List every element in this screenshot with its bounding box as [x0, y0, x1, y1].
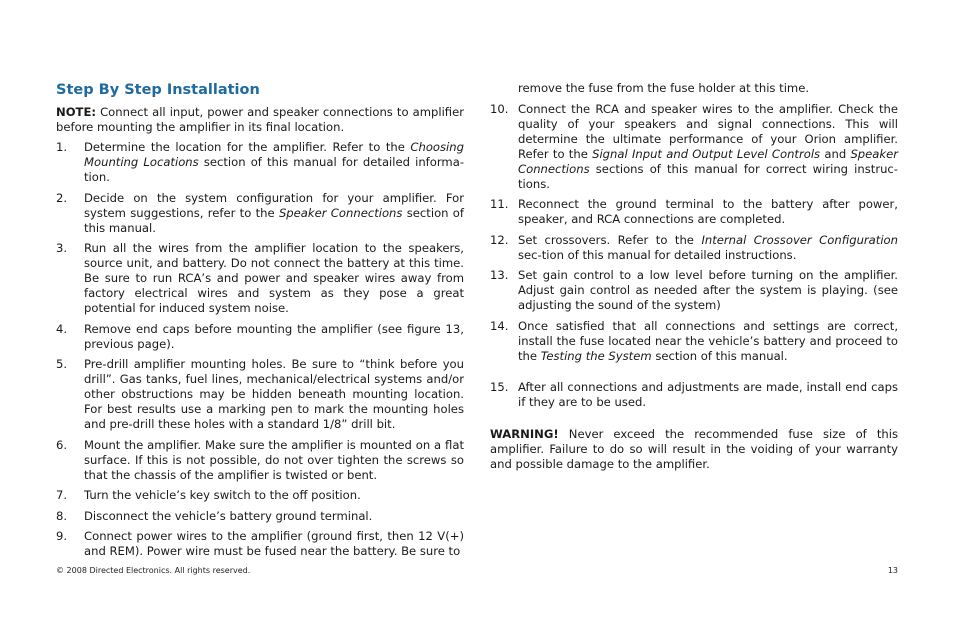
step-item: [56, 241, 464, 316]
step-text-run: Turn the vehicle’s key switch to the off position.: [84, 488, 361, 502]
step-text: [84, 191, 464, 236]
step-text-run: Connect power wires to the amplifier (ground first, then 12 V(+) and REM). Power wire must be fused near the battery. Be sure to: [84, 529, 464, 558]
step-text-run: Mount the amplifier. Make sure the amplifier is mounted on a flat surface. If this is not possible, do not over tighten the screws so that the chassis of the amplifier is twisted or bent.: [84, 438, 464, 482]
step-text: [84, 488, 464, 503]
step-text-run: Set gain control to a low level before turning on the amplifier. Adjust gain control as needed after the system is playing. (see adjusting the sound of the system): [518, 268, 898, 312]
footer-copyright: © 2008 Directed Electronics. All rights reserved.: [56, 566, 251, 575]
step-item: [56, 438, 464, 483]
step-text-run: Once satisfied that all connections and settings are correct, install the fuse located near the vehicle’s battery and proceed to the: [518, 319, 898, 363]
step-number: 9.: [56, 529, 68, 543]
step-number: 15.: [490, 380, 509, 394]
step-item: [56, 488, 464, 503]
step-item: [490, 319, 898, 364]
step-item: [56, 191, 464, 236]
step-item: [56, 322, 464, 352]
step-text: [518, 233, 898, 263]
section-heading: Step By Step Installation: [56, 82, 260, 98]
step-text: [84, 509, 464, 524]
step-number: 1.: [56, 140, 68, 154]
step-text: [84, 357, 464, 432]
step-number: 7.: [56, 488, 68, 502]
step-item: [56, 529, 464, 559]
step-number: 10.: [490, 102, 509, 116]
step-item-continued: [490, 81, 898, 96]
step-text-italic: Signal Input and Output Level Controls: [592, 147, 821, 161]
step-text-italic: Speaker Connections: [518, 147, 899, 176]
step-item: [490, 102, 898, 192]
step-text: [84, 438, 464, 483]
step-number: 14.: [490, 319, 509, 333]
warning-text: Never exceed the recommended fuse size of this amplifier. Failure to do so will result in the voiding of your warranty and possible damage to the amplifier.: [490, 427, 898, 471]
step-text-run: and: [820, 147, 851, 161]
step-text-italic: Testing the System: [540, 349, 652, 363]
step-number: 5.: [56, 357, 68, 371]
step-text-run: section of this manual.: [84, 206, 464, 235]
step-text: [84, 322, 464, 352]
step-number: 8.: [56, 509, 68, 523]
step-text: [518, 102, 898, 192]
note-text: Connect all input, power and speaker connections to amplifier before mounting the amplifier in its final location.: [56, 105, 464, 134]
step-text: [518, 319, 898, 364]
step-text-run: After all connections and adjustments are made, install end caps if they are to be used.: [518, 380, 898, 409]
step-text: [84, 140, 464, 185]
warning-paragraph: [490, 427, 898, 472]
step-item: [490, 380, 898, 410]
step-text-run: Reconnect the ground terminal to the battery after power, speaker, and RCA connections are completed.: [518, 197, 898, 226]
step-item: [490, 197, 898, 227]
step-text-run: Determine the location for the amplifier. Refer to the: [84, 140, 411, 154]
step-text-run: Run all the wires from the amplifier location to the speakers, source unit, and battery. Do not connect the battery at this time. Be sure to run RCA’s and power and speaker wires away from factory electrical wires and system as they pose a great potential for induced system noise.: [84, 241, 464, 315]
step-text-run: Pre-drill amplifier mounting holes. Be sure to “think before you drill”. Gas tanks, fuel lines, mechanical/electrical systems and/or other obstructions may be hidden beneath mounting location. For best results use a marking pen to mark the mounting holes and pre-drill these holes with a standard 1/8” drill bit.: [84, 357, 464, 431]
note-paragraph: [56, 105, 464, 135]
step-text-run: section of this manual.: [651, 349, 788, 363]
step-text: [518, 81, 898, 96]
warning-label: WARNING!: [490, 427, 559, 441]
step-text-italic: Speaker Connections: [278, 206, 403, 220]
step-text-run: Decide on the system configuration for your amplifier. For system suggestions, refer to the: [84, 191, 464, 220]
page-number: 13: [887, 566, 898, 575]
step-text: [518, 197, 898, 227]
step-item: [56, 140, 464, 185]
step-number: 3.: [56, 241, 68, 255]
step-number: 11.: [490, 197, 509, 211]
note-label: NOTE:: [56, 105, 97, 119]
step-text-run: Remove end caps before mounting the amplifier (see figure 13, previous page).: [84, 322, 464, 351]
step-text-run: remove the fuse from the fuse holder at this time.: [518, 81, 810, 95]
step-item: [490, 268, 898, 313]
step-number: 13.: [490, 268, 509, 282]
step-text-run: sec-tion of this manual for detailed instructions.: [518, 248, 797, 262]
step-item: [490, 233, 898, 263]
step-text-run: sections of this manual for correct wiring instruc-tions.: [518, 162, 898, 191]
step-text: [518, 268, 898, 313]
step-item: [56, 509, 464, 524]
step-item: [56, 357, 464, 432]
step-text: [518, 380, 898, 410]
step-number: 2.: [56, 191, 68, 205]
step-text-run: Set crossovers. Refer to the: [518, 233, 702, 247]
step-text: [84, 241, 464, 316]
step-text-italic: Internal Crossover Configuration: [701, 233, 898, 247]
step-text: [84, 529, 464, 559]
step-text-italic: Choosing Mounting Locations: [84, 140, 464, 169]
step-text-run: Connect the RCA and speaker wires to the amplifier. Check the quality of your speakers and signal connections. This will determine the ultimate performance of your Orion amplifier. Refer to the: [518, 102, 898, 161]
step-text-run: Disconnect the vehicle’s battery ground terminal.: [84, 509, 373, 523]
step-text-run: section of this manual for detailed informa-tion.: [84, 155, 465, 184]
step-number: 4.: [56, 322, 68, 336]
step-number: 12.: [490, 233, 509, 247]
step-number: 6.: [56, 438, 68, 452]
